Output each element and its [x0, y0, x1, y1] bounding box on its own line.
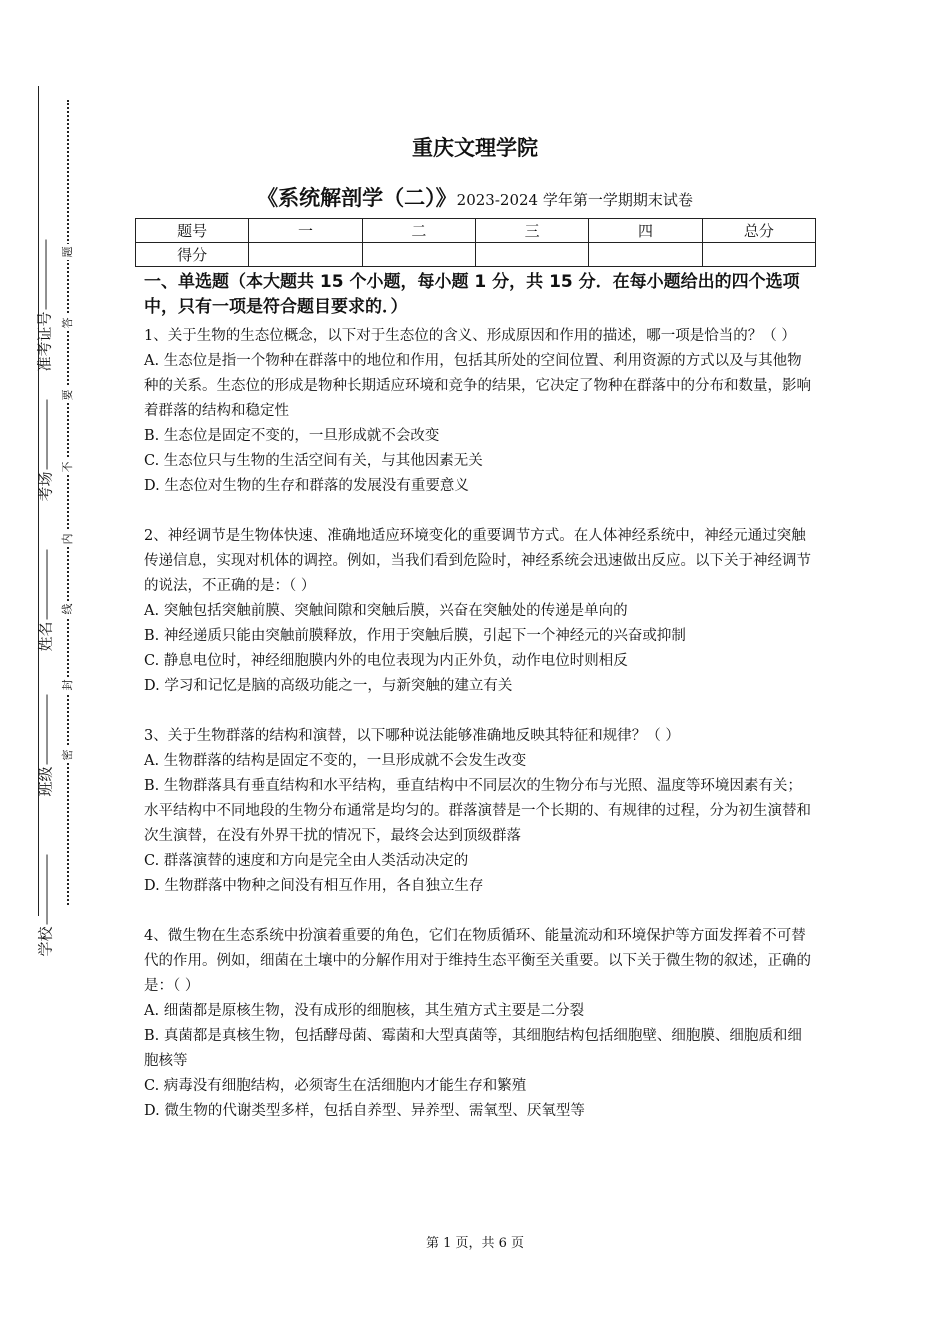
option-a[interactable]: A. 生物群落的结构是固定不变的，一旦形成就不会发生改变: [144, 753, 527, 769]
question-stem: 1、关于生物的生态位概念，以下对于生态位的含义、形成原因和作用的描述，哪一项是恰当的？（ ）: [144, 328, 796, 344]
question-3: [144, 724, 816, 899]
option-c[interactable]: C. 生态位只与生物的生活空间有关，与其他因素无关: [144, 453, 483, 469]
score-table: [135, 218, 816, 267]
seal-char: 线: [61, 601, 75, 617]
score-cell[interactable]: [589, 243, 702, 267]
section-title: 一、单选题（本大题共 15 个小题，每小题 1 分，共 15 分．在每小题给出的四个选项中，只有一项是符合题目要求的．）: [144, 272, 800, 317]
option-c[interactable]: C. 病毒没有细胞结构，必须寄生在活细胞内才能生存和繁殖: [144, 1078, 527, 1094]
seal-char: 内: [61, 531, 75, 547]
question-stem: 4、微生物在生态系统中扮演着重要的角色，它们在物质循环、能量流动和环境保护等方面发挥着不可替代的作用。例如，细菌在土壤中的分解作用对于维持生态平衡至关重要。以下关于微生物的叙述，正确的是：（ ）: [144, 928, 811, 994]
school-title: 重庆文理学院: [412, 136, 538, 160]
option-b[interactable]: B. 真菌都是真核生物，包括酵母菌、霉菌和大型真菌等，其细胞结构包括细胞壁、细胞膜、细胞质和细胞核等: [144, 1028, 802, 1069]
option-a[interactable]: A. 突触包括突触前膜、突触间隙和突触后膜，兴奋在突触处的传递是单向的: [144, 603, 628, 619]
question-stem: 2、神经调节是生物体快速、准确地适应环境变化的重要调节方式。在人体神经系统中，神经元通过突触传递信息，实现对机体的调控。例如，当我们看到危险时，神经系统会迅速做出反应。以下关于神经调节的说法，不正确的是：（ ）: [144, 528, 811, 594]
score-header-cell: 总分: [702, 219, 815, 243]
option-b[interactable]: B. 生物群落具有垂直结构和水平结构，垂直结构中不同层次的生物分布与光照、温度等环境因素有关；水平结构中不同地段的生物分布通常是均匀的。群落演替是一个长期的、有规律的过程，分为初生演替和次生演替，在没有外界干扰的情况下，最终会达到顶级群落: [144, 778, 811, 844]
score-cell[interactable]: [249, 243, 362, 267]
binding-line-dotted: [67, 100, 69, 905]
option-d[interactable]: D. 生物群落中物种之间没有相互作用，各自独立生存: [144, 878, 484, 894]
option-d[interactable]: D. 生态位对生物的生存和群落的发展没有重要意义: [144, 478, 469, 494]
question-1: [144, 324, 816, 499]
score-cell[interactable]: [475, 243, 588, 267]
option-d[interactable]: D. 微生物的代谢类型多样，包括自养型、异养型、需氧型、厌氧型等: [144, 1103, 585, 1119]
exam-content: [144, 270, 816, 1124]
seal-char: 封: [61, 677, 75, 693]
score-header-cell: 三: [475, 219, 588, 243]
option-d[interactable]: D. 学习和记忆是脑的高级功能之一，与新突触的建立有关: [144, 678, 513, 694]
class-field[interactable]: 班级: [35, 694, 56, 796]
exam-number-field[interactable]: 准考证号: [34, 239, 55, 371]
score-header-cell: 四: [589, 219, 702, 243]
seal-char: 答: [61, 315, 75, 331]
score-header-cell: 二: [362, 219, 475, 243]
score-table-header-row: [136, 219, 816, 243]
score-table-score-row: [136, 243, 816, 267]
page-number: 第 1 页，共 6 页: [425, 1236, 525, 1251]
seal-char: 题: [61, 244, 75, 260]
seal-char: 不: [61, 459, 75, 475]
option-a[interactable]: A. 生态位是指一个物种在群落中的地位和作用，包括其所处的空间位置、利用资源的方式以及与其他物种的关系。生态位的形成是物种长期适应环境和竞争的结果，它决定了物种在群落中的分布和数量，影响着群落的结构和稳定性: [144, 353, 811, 419]
seal-char: 要: [61, 387, 75, 403]
course-name: 《系统解剖学（二）》: [257, 186, 457, 210]
exam-room-field[interactable]: 考场: [35, 399, 56, 501]
question-stem: 3、关于生物群落的结构和演替，以下哪种说法能够准确地反映其特征和规律？（ ）: [144, 728, 680, 744]
score-row-label: 得分: [136, 243, 249, 267]
seal-char: 密: [61, 747, 75, 763]
score-cell[interactable]: [702, 243, 815, 267]
school-field[interactable]: 学校: [35, 854, 56, 956]
option-b[interactable]: B. 生态位是固定不变的，一旦形成就不会改变: [144, 428, 440, 444]
score-header-cell: 一: [249, 219, 362, 243]
score-header-cell: 题号: [136, 219, 249, 243]
option-a[interactable]: A. 细菌都是原核生物，没有成形的细胞核，其生殖方式主要是二分裂: [144, 1003, 585, 1019]
question-2: [144, 524, 816, 699]
name-field[interactable]: 姓名: [35, 549, 56, 651]
exam-term: 2023-2024 学年第一学期期末试卷: [456, 191, 693, 209]
score-cell[interactable]: [362, 243, 475, 267]
option-c[interactable]: C. 群落演替的速度和方向是完全由人类活动决定的: [144, 853, 469, 869]
question-4: [144, 924, 816, 1124]
exam-subtitle: [0, 182, 950, 212]
option-c[interactable]: C. 静息电位时，神经细胞膜内外的电位表现为内正外负，动作电位时则相反: [144, 653, 628, 669]
option-b[interactable]: B. 神经递质只能由突触前膜释放，作用于突触后膜，引起下一个神经元的兴奋或抑制: [144, 628, 686, 644]
